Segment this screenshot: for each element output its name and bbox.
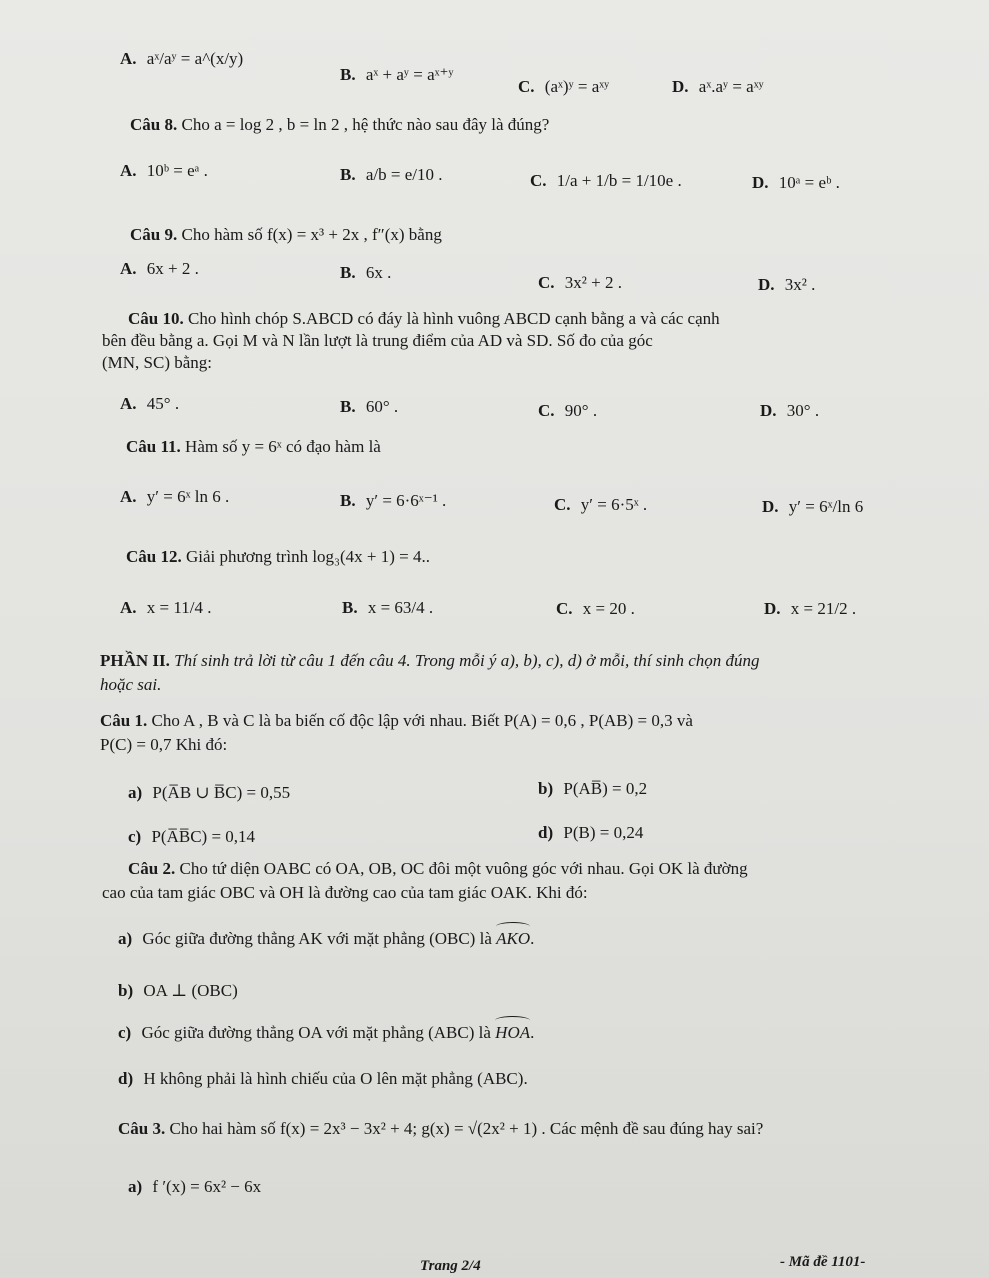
option-expr: x = 11/4 . bbox=[146, 598, 212, 617]
option-label: C. bbox=[554, 495, 571, 514]
option-expr: y′ = 6ˣ/ln 6 bbox=[788, 497, 864, 516]
p3-statement-a bbox=[128, 1176, 261, 1199]
option-label: D. bbox=[758, 275, 775, 294]
q12-option-a bbox=[120, 597, 211, 620]
option-label: D. bbox=[752, 173, 769, 192]
question-number: Câu 1. bbox=[100, 711, 148, 730]
q10-option-c bbox=[538, 400, 597, 423]
option-expr: aˣ/aʸ = a^(x/y) bbox=[146, 49, 244, 68]
option-expr: x = 21/2 . bbox=[790, 599, 857, 618]
question-text: Cho A , B và C là ba biến cố độc lập với nhau. Biết P(A) = 0,6 , P(AB) = 0,3 và bbox=[151, 711, 693, 730]
option-expr: 90° . bbox=[564, 401, 598, 420]
option-expr: x = 63/4 . bbox=[367, 598, 434, 617]
q7-option-d bbox=[672, 76, 764, 99]
option-label: A. bbox=[120, 394, 137, 413]
p2-statement-c bbox=[118, 1022, 534, 1045]
angle-symbol: AKO bbox=[496, 928, 530, 951]
option-label: B. bbox=[342, 598, 358, 617]
question-number: Câu 10. bbox=[128, 309, 184, 328]
option-label: C. bbox=[538, 273, 555, 292]
angle-symbol: HOA bbox=[495, 1022, 530, 1045]
option-label: A. bbox=[120, 598, 137, 617]
option-expr: a/b = e/10 . bbox=[365, 165, 443, 184]
p2-stem-line2: cao của tam giác OBC và OH là đường cao của tam giác OAK. Khi đó: bbox=[102, 883, 588, 902]
part2-heading bbox=[100, 650, 760, 673]
statement-text: Góc giữa đường thẳng OA với mặt phẳng (ABC) là bbox=[141, 1023, 491, 1042]
question-number: Câu 8. bbox=[130, 115, 178, 134]
statement-expr: P(AB̅) = 0,2 bbox=[563, 779, 648, 798]
statement-label: c) bbox=[128, 827, 142, 846]
q9-option-c bbox=[538, 272, 622, 295]
q12-stem bbox=[126, 546, 430, 569]
q10-stem-line3: (MN, SC) bằng: bbox=[102, 353, 213, 372]
option-expr: y′ = 6ˣ ln 6 . bbox=[146, 487, 230, 506]
statement-label: d) bbox=[118, 1069, 134, 1088]
part2-instruction-line2: hoặc sai. bbox=[100, 675, 162, 694]
option-expr: aˣ + aʸ = aˣ⁺ʸ bbox=[365, 65, 454, 84]
period: . bbox=[530, 1023, 535, 1042]
q11-option-b bbox=[340, 490, 446, 513]
statement-label: a) bbox=[128, 1177, 143, 1196]
option-expr: y′ = 6·6ˣ⁻¹ . bbox=[365, 491, 447, 510]
option-expr: 6x . bbox=[365, 263, 392, 282]
option-label: B. bbox=[340, 65, 356, 84]
p3-stem bbox=[118, 1118, 763, 1141]
option-label: A. bbox=[120, 161, 137, 180]
statement-label: b) bbox=[538, 779, 554, 798]
q8-option-d bbox=[752, 172, 840, 195]
option-label: D. bbox=[762, 497, 779, 516]
q9-option-b bbox=[340, 262, 391, 285]
question-text: Giải phương trình log₃(4x + 1) = 4.. bbox=[185, 547, 430, 566]
option-expr: 30° . bbox=[786, 401, 820, 420]
q11-option-a bbox=[120, 486, 229, 509]
option-expr: 3x² . bbox=[784, 275, 816, 294]
question-text: Cho tứ diện OABC có OA, OB, OC đôi một vuông góc với nhau. Gọi OK là đường bbox=[179, 859, 748, 878]
option-expr: 6x + 2 . bbox=[146, 259, 199, 278]
p1-statement-c bbox=[128, 826, 255, 849]
question-number: Câu 11. bbox=[126, 437, 181, 456]
option-label: B. bbox=[340, 491, 356, 510]
q8-option-c bbox=[530, 170, 682, 193]
statement-label: a) bbox=[118, 929, 133, 948]
statement-expr: P(B) = 0,24 bbox=[563, 823, 644, 842]
statement-expr: OA ⊥ (OBC) bbox=[143, 981, 238, 1000]
option-expr: 1/a + 1/b = 1/10e . bbox=[556, 171, 682, 190]
q8-option-b bbox=[340, 164, 442, 187]
option-expr: x = 20 . bbox=[582, 599, 635, 618]
p2-statement-a bbox=[118, 928, 534, 951]
q10-option-a bbox=[120, 393, 179, 416]
q10-stem-line1 bbox=[128, 308, 720, 331]
q12-option-c bbox=[556, 598, 635, 621]
q12-option-d bbox=[764, 598, 856, 621]
part-title: PHẦN II. bbox=[100, 651, 170, 670]
p1-statement-b bbox=[538, 778, 647, 801]
question-text: Cho hai hàm số f(x) = 2x³ − 3x² + 4; g(x) = √(2x² + 1) . Các mệnh đề sau đúng hay sai? bbox=[169, 1119, 764, 1138]
p1-statement-d bbox=[538, 822, 643, 845]
p1-stem-line1 bbox=[100, 710, 693, 733]
part-instruction: Thí sinh trả lời từ câu 1 đến câu 4. Trong mỗi ý a), b), c), d) ở mỗi, thí sinh chọn đúng bbox=[174, 651, 760, 670]
period: . bbox=[530, 929, 535, 948]
exam-code: - Mã đề 1101- bbox=[780, 1254, 866, 1270]
p1-statement-a bbox=[128, 782, 290, 805]
option-expr: 10ᵇ = eᵃ . bbox=[146, 161, 208, 180]
statement-text: H không phải là hình chiếu của O lên mặt phẳng bbox=[143, 1069, 473, 1088]
statement-label: b) bbox=[118, 981, 134, 1000]
p2-statement-b bbox=[118, 980, 238, 1003]
period: . bbox=[523, 1069, 528, 1088]
option-expr: 45° . bbox=[146, 394, 180, 413]
statement-expr: f ′(x) = 6x² − 6x bbox=[152, 1177, 262, 1196]
q10-option-d bbox=[760, 400, 819, 423]
p1-stem-line2: P(C) = 0,7 Khi đó: bbox=[100, 735, 228, 754]
option-expr: 60° . bbox=[365, 397, 399, 416]
question-text: Cho a = log 2 , b = ln 2 , hệ thức nào sau đây là đúng? bbox=[181, 115, 550, 134]
option-label: C. bbox=[538, 401, 555, 420]
question-number: Câu 3. bbox=[118, 1119, 166, 1138]
option-expr: 10ᵃ = eᵇ . bbox=[778, 173, 840, 192]
q7-option-c bbox=[518, 76, 609, 99]
statement-text: Góc giữa đường thẳng AK với mặt phẳng (OBC) là bbox=[142, 929, 492, 948]
option-expr: 3x² + 2 . bbox=[564, 273, 622, 292]
question-text: Cho hàm số f(x) = x³ + 2x , f″(x) bằng bbox=[181, 225, 442, 244]
statement-expr: P(A̅B ∪ B̅C) = 0,55 bbox=[152, 783, 291, 802]
option-label: A. bbox=[120, 49, 137, 68]
question-text: Cho hình chóp S.ABCD có đáy là hình vuông ABCD cạnh bằng a và các cạnh bbox=[187, 309, 720, 328]
statement-expr: (ABC) bbox=[477, 1069, 524, 1088]
option-label: D. bbox=[760, 401, 777, 420]
question-number: Câu 12. bbox=[126, 547, 182, 566]
q11-stem bbox=[126, 436, 381, 459]
q8-option-a bbox=[120, 160, 208, 183]
option-label: B. bbox=[340, 263, 356, 282]
option-label: C. bbox=[530, 171, 547, 190]
option-label: A. bbox=[120, 259, 137, 278]
q9-option-a bbox=[120, 258, 199, 281]
question-number: Câu 9. bbox=[130, 225, 178, 244]
option-expr: aˣ.aʸ = aˣʸ bbox=[698, 77, 764, 96]
q8-stem bbox=[130, 114, 549, 137]
q11-option-d bbox=[762, 496, 863, 519]
option-label: D. bbox=[672, 77, 689, 96]
statement-expr: P(A̅B̅C) = 0,14 bbox=[151, 827, 256, 846]
question-text: Hàm số y = 6ˣ có đạo hàm là bbox=[185, 437, 381, 456]
option-label: B. bbox=[340, 397, 356, 416]
q7-option-b bbox=[340, 64, 454, 87]
q9-stem bbox=[130, 224, 442, 247]
statement-label: a) bbox=[128, 783, 143, 802]
q9-option-d bbox=[758, 274, 815, 297]
question-number: Câu 2. bbox=[128, 859, 176, 878]
q11-option-c bbox=[554, 494, 647, 517]
option-label: C. bbox=[518, 77, 535, 96]
statement-label: c) bbox=[118, 1023, 132, 1042]
page-number: Trang 2/4 bbox=[420, 1258, 481, 1274]
option-expr: y′ = 6·5ˣ . bbox=[580, 495, 648, 514]
option-label: A. bbox=[120, 487, 137, 506]
option-label: B. bbox=[340, 165, 356, 184]
p2-statement-d bbox=[118, 1068, 528, 1091]
q10-option-b bbox=[340, 396, 398, 419]
option-expr: (aˣ)ʸ = aˣʸ bbox=[544, 77, 610, 96]
q12-option-b bbox=[342, 597, 433, 620]
q10-stem-line2: bên đều bằng a. Gọi M và N lần lượt là trung điểm của AD và SD. Số đo của góc bbox=[102, 331, 653, 350]
q7-option-a bbox=[120, 48, 243, 71]
option-label: C. bbox=[556, 599, 573, 618]
option-label: D. bbox=[764, 599, 781, 618]
statement-label: d) bbox=[538, 823, 554, 842]
p2-stem-line1 bbox=[128, 858, 748, 881]
